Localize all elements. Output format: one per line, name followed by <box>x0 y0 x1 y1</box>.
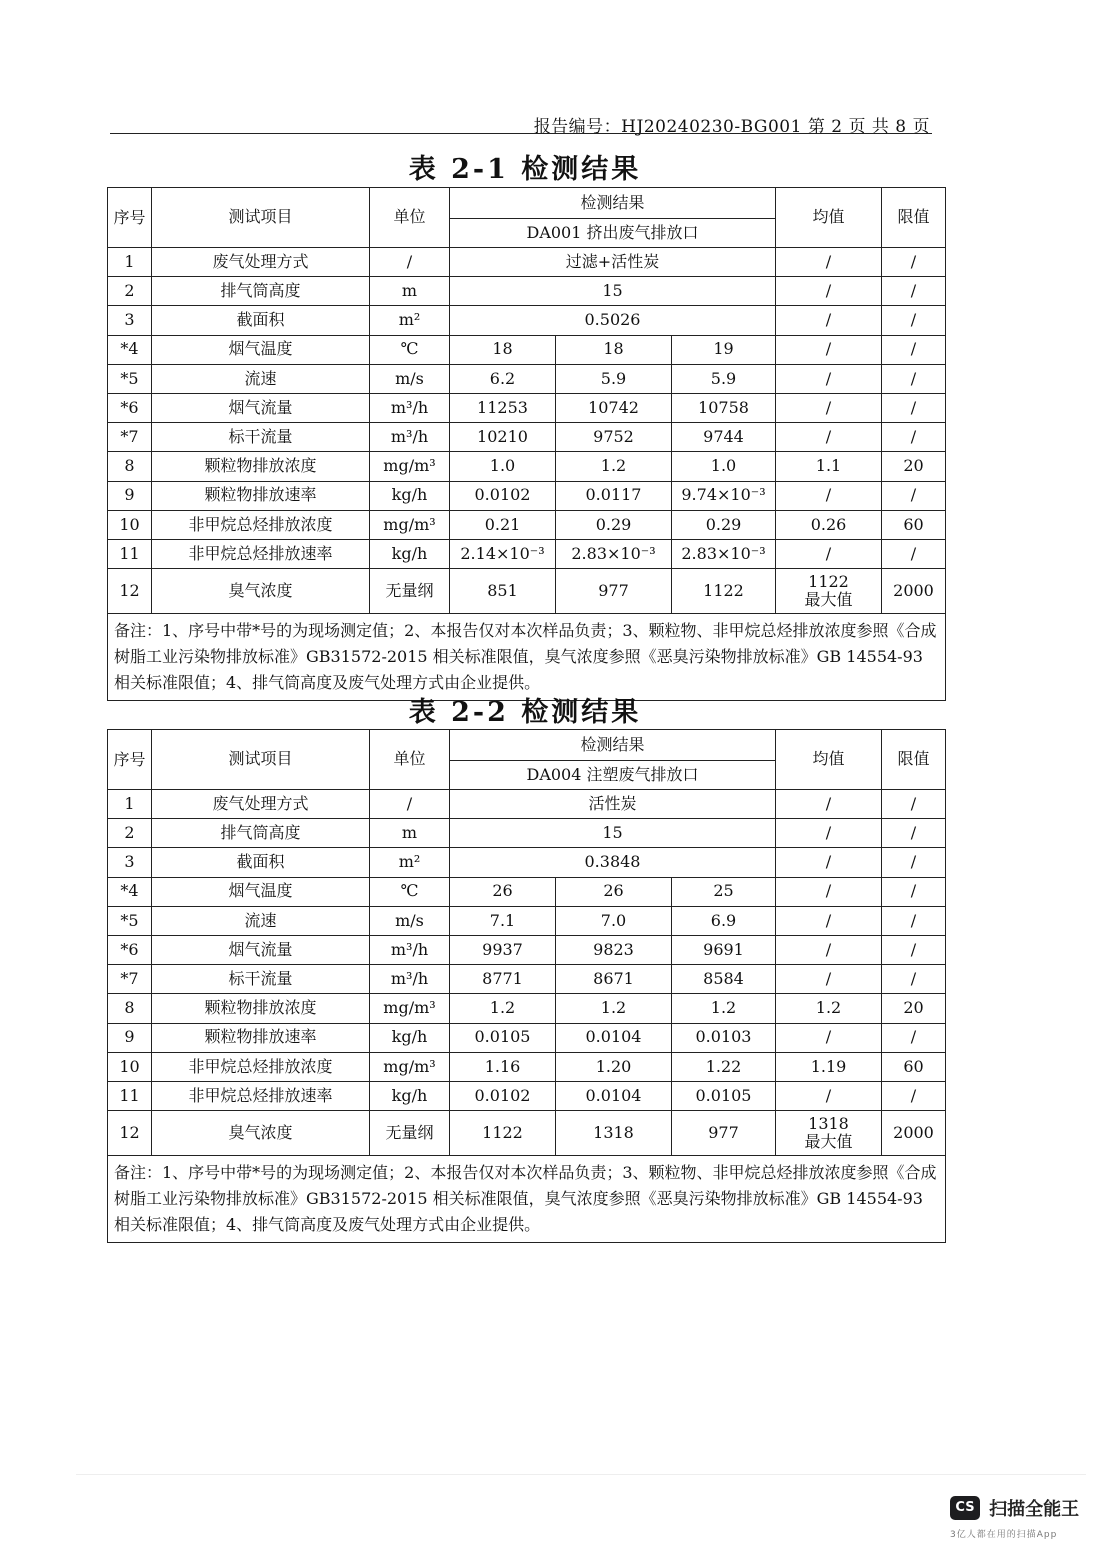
cell-value-3: 0.0103 <box>672 1023 776 1052</box>
cell-seq: *5 <box>108 906 152 935</box>
cell-limit: / <box>882 335 946 364</box>
cell-item: 标干流量 <box>152 423 370 452</box>
cell-value-1: 0.21 <box>450 510 556 539</box>
cell-unit: m/s <box>370 906 450 935</box>
cell-mean: / <box>776 906 882 935</box>
cell-value-3: 1122 <box>672 569 776 614</box>
note-row <box>108 1156 946 1243</box>
cell-mean: / <box>776 1081 882 1110</box>
cell-value-3: 25 <box>672 877 776 906</box>
cell-seq: 8 <box>108 994 152 1023</box>
table-row <box>108 510 946 539</box>
cell-unit: 无量纲 <box>370 569 450 614</box>
cell-seq: *4 <box>108 877 152 906</box>
cell-value-2: 9752 <box>556 423 672 452</box>
cell-value: 15 <box>450 277 776 306</box>
cell-unit: m <box>370 819 450 848</box>
cell-limit: / <box>882 423 946 452</box>
cell-limit: / <box>882 935 946 964</box>
cell-value-3: 0.0105 <box>672 1081 776 1110</box>
cell-seq: 12 <box>108 569 152 614</box>
cell-limit: / <box>882 393 946 422</box>
cell-seq: 9 <box>108 1023 152 1052</box>
cell-value-3: 6.9 <box>672 906 776 935</box>
cell-unit: mg/m³ <box>370 510 450 539</box>
cell-value-2: 7.0 <box>556 906 672 935</box>
cell-mean: / <box>776 248 882 277</box>
cell-value-2: 0.29 <box>556 510 672 539</box>
cell-limit: / <box>882 848 946 877</box>
cell-seq: 2 <box>108 819 152 848</box>
cell-item: 标干流量 <box>152 965 370 994</box>
cell-seq: 11 <box>108 1081 152 1110</box>
scanner-watermark <box>950 1495 1079 1540</box>
cell-value-3: 1.2 <box>672 994 776 1023</box>
cell-value: 0.5026 <box>450 306 776 335</box>
table-row <box>108 848 946 877</box>
table-row <box>108 1052 946 1081</box>
table-row <box>108 364 946 393</box>
table-row <box>108 569 946 614</box>
cell-item: 烟气温度 <box>152 877 370 906</box>
cell-unit: ℃ <box>370 335 450 364</box>
cell-value-3: 0.29 <box>672 510 776 539</box>
cell-seq: 12 <box>108 1111 152 1156</box>
cell-mean: / <box>776 277 882 306</box>
table-row <box>108 393 946 422</box>
header-limit: 限值 <box>882 188 946 248</box>
cell-value-3: 2.83×10⁻³ <box>672 539 776 568</box>
cell-value-3: 8584 <box>672 965 776 994</box>
table-row <box>108 306 946 335</box>
cell-mean: / <box>776 1023 882 1052</box>
cell-item: 截面积 <box>152 848 370 877</box>
cell-item: 颗粒物排放浓度 <box>152 994 370 1023</box>
table-note: 备注：1、序号中带*号的为现场测定值；2、本报告仅对本次样品负责；3、颗粒物、非甲烷总烃排放浓度参照《合成树脂工业污染物排放标准》GB31572-2015 相关标准限值，臭气浓度参照《恶臭污染物排放标准》GB 14554-93 相关标准限值；4、排气筒高度及废气处理方式由企业提供。 <box>108 614 946 701</box>
table-row <box>108 248 946 277</box>
cell-value-3: 9.74×10⁻³ <box>672 481 776 510</box>
cell-value-1: 0.0102 <box>450 481 556 510</box>
cell-mean-label: 最大值 <box>804 590 853 610</box>
table1 <box>107 187 946 701</box>
cell-mean: 0.26 <box>776 510 882 539</box>
cell-value-1: 7.1 <box>450 906 556 935</box>
cell-unit: / <box>370 248 450 277</box>
cell-value: 0.3848 <box>450 848 776 877</box>
table-row <box>108 790 946 819</box>
header-result: 检测结果 <box>450 730 776 761</box>
cell-seq: 10 <box>108 510 152 539</box>
cell-seq: *7 <box>108 965 152 994</box>
note-row <box>108 614 946 701</box>
cell-seq: 11 <box>108 539 152 568</box>
header-mean: 均值 <box>776 188 882 248</box>
cell-mean: / <box>776 965 882 994</box>
cell-item: 废气处理方式 <box>152 248 370 277</box>
cell-item: 非甲烷总烃排放速率 <box>152 539 370 568</box>
cell-item: 流速 <box>152 364 370 393</box>
cell-item: 颗粒物排放浓度 <box>152 452 370 481</box>
header-rule <box>110 133 932 134</box>
cell-value-1: 6.2 <box>450 364 556 393</box>
cell-unit: mg/m³ <box>370 452 450 481</box>
header-limit: 限值 <box>882 730 946 790</box>
cell-value-2: 1.20 <box>556 1052 672 1081</box>
cell-value-1: 11253 <box>450 393 556 422</box>
table-row <box>108 277 946 306</box>
cell-value-2: 1.2 <box>556 452 672 481</box>
cell-limit: / <box>882 965 946 994</box>
cell-unit: mg/m³ <box>370 994 450 1023</box>
cell-seq: 1 <box>108 248 152 277</box>
cell-value-3: 1.22 <box>672 1052 776 1081</box>
table-row <box>108 1023 946 1052</box>
header-item: 测试项目 <box>152 730 370 790</box>
header-result: 检测结果 <box>450 188 776 219</box>
table-row <box>108 452 946 481</box>
cell-value-3: 19 <box>672 335 776 364</box>
cell-mean: / <box>776 539 882 568</box>
cell-limit: 2000 <box>882 1111 946 1156</box>
cell-unit: m/s <box>370 364 450 393</box>
cell-unit: kg/h <box>370 1023 450 1052</box>
table-row <box>108 335 946 364</box>
cell-value-2: 0.0104 <box>556 1023 672 1052</box>
cell-mean: / <box>776 848 882 877</box>
cell-mean: / <box>776 335 882 364</box>
header-seq: 序号 <box>108 188 152 248</box>
cell-limit: 2000 <box>882 569 946 614</box>
cell-item: 废气处理方式 <box>152 790 370 819</box>
cell-unit: m³/h <box>370 393 450 422</box>
cell-mean-label: 最大值 <box>804 1132 853 1152</box>
cell-unit: kg/h <box>370 539 450 568</box>
cell-limit: 20 <box>882 452 946 481</box>
cell-unit: kg/h <box>370 481 450 510</box>
cell-unit: 无量纲 <box>370 1111 450 1156</box>
cell-item: 排气筒高度 <box>152 277 370 306</box>
cell-value-2: 1318 <box>556 1111 672 1156</box>
cell-limit: 20 <box>882 994 946 1023</box>
cell-value-2: 1.2 <box>556 994 672 1023</box>
table-row <box>108 819 946 848</box>
cell-value: 活性炭 <box>450 790 776 819</box>
outlet-name: DA004 注塑废气排放口 <box>450 761 776 790</box>
cell-item: 颗粒物排放速率 <box>152 1023 370 1052</box>
cell-limit: / <box>882 248 946 277</box>
cell-value-1: 26 <box>450 877 556 906</box>
cell-value-2: 10742 <box>556 393 672 422</box>
table2-title: 表 2-2 检测结果 <box>408 697 642 728</box>
cell-seq: *6 <box>108 393 152 422</box>
cell-item: 流速 <box>152 906 370 935</box>
cell-value-2: 9823 <box>556 935 672 964</box>
header-item: 测试项目 <box>152 188 370 248</box>
cell-limit: 60 <box>882 1052 946 1081</box>
cell-mean: / <box>776 819 882 848</box>
scanner-name: 扫描全能王 <box>989 1499 1080 1520</box>
cell-item: 烟气温度 <box>152 335 370 364</box>
header-seq: 序号 <box>108 730 152 790</box>
cell-limit: / <box>882 364 946 393</box>
cell-unit: m² <box>370 848 450 877</box>
cell-limit: / <box>882 906 946 935</box>
cell-limit: 60 <box>882 510 946 539</box>
cell-limit: / <box>882 277 946 306</box>
header-row <box>108 188 946 219</box>
cell-unit: m <box>370 277 450 306</box>
cell-value-2: 2.83×10⁻³ <box>556 539 672 568</box>
table-row <box>108 539 946 568</box>
cell-mean: / <box>776 935 882 964</box>
cell-value-1: 18 <box>450 335 556 364</box>
cell-unit: / <box>370 790 450 819</box>
cell-seq: *5 <box>108 364 152 393</box>
cell-value-3: 977 <box>672 1111 776 1156</box>
cell-value-3: 1.0 <box>672 452 776 481</box>
cell-limit: / <box>882 306 946 335</box>
cell-unit: ℃ <box>370 877 450 906</box>
cell-mean <box>776 1111 882 1156</box>
cell-item: 烟气流量 <box>152 393 370 422</box>
scanner-slogan: 3亿人都在用的扫描App <box>950 1530 1058 1540</box>
cell-limit: / <box>882 1081 946 1110</box>
cell-value-2: 0.0104 <box>556 1081 672 1110</box>
table2 <box>107 729 946 1243</box>
table-row <box>108 935 946 964</box>
cell-value: 过滤+活性炭 <box>450 248 776 277</box>
cell-item: 排气筒高度 <box>152 819 370 848</box>
cell-value-1: 0.0105 <box>450 1023 556 1052</box>
cell-value-1: 1.0 <box>450 452 556 481</box>
cell-unit: m² <box>370 306 450 335</box>
cell-item: 非甲烷总烃排放浓度 <box>152 1052 370 1081</box>
cell-mean: 1.19 <box>776 1052 882 1081</box>
table-row <box>108 481 946 510</box>
cell-value-2: 5.9 <box>556 364 672 393</box>
cell-value-1: 2.14×10⁻³ <box>450 539 556 568</box>
table-row <box>108 877 946 906</box>
cell-mean: 1.2 <box>776 994 882 1023</box>
cell-unit: m³/h <box>370 935 450 964</box>
cell-item: 非甲烷总烃排放浓度 <box>152 510 370 539</box>
cell-item: 非甲烷总烃排放速率 <box>152 1081 370 1110</box>
cell-limit: / <box>882 877 946 906</box>
cell-seq: 3 <box>108 306 152 335</box>
table-row <box>108 965 946 994</box>
report-number: 报告编号：HJ20240230-BG001 第 2 页 共 8 页 <box>533 117 930 137</box>
cell-value-1: 1.2 <box>450 994 556 1023</box>
cell-seq: 10 <box>108 1052 152 1081</box>
cell-value-1: 9937 <box>450 935 556 964</box>
cell-mean <box>776 569 882 614</box>
cell-limit: / <box>882 481 946 510</box>
cell-unit: mg/m³ <box>370 1052 450 1081</box>
cell-value-1: 8771 <box>450 965 556 994</box>
cell-mean: / <box>776 481 882 510</box>
cell-value-2: 977 <box>556 569 672 614</box>
cell-value-2: 0.0117 <box>556 481 672 510</box>
cell-limit: / <box>882 539 946 568</box>
scanner-logo-icon: CS <box>950 1496 980 1520</box>
cell-seq: *4 <box>108 335 152 364</box>
cell-unit: kg/h <box>370 1081 450 1110</box>
cell-seq: 8 <box>108 452 152 481</box>
cell-value-3: 9691 <box>672 935 776 964</box>
cell-value-1: 1122 <box>450 1111 556 1156</box>
table-row <box>108 1081 946 1110</box>
cell-seq: 1 <box>108 790 152 819</box>
cell-mean: / <box>776 393 882 422</box>
table-row <box>108 1111 946 1156</box>
cell-mean: / <box>776 877 882 906</box>
cell-mean: / <box>776 364 882 393</box>
table-row <box>108 906 946 935</box>
cell-mean-value: 1122 <box>808 571 849 591</box>
header-unit: 单位 <box>370 188 450 248</box>
cell-value-1: 851 <box>450 569 556 614</box>
cell-value-1: 1.16 <box>450 1052 556 1081</box>
cell-item: 截面积 <box>152 306 370 335</box>
cell-seq: 3 <box>108 848 152 877</box>
cell-item: 烟气流量 <box>152 935 370 964</box>
cell-item: 颗粒物排放速率 <box>152 481 370 510</box>
cell-value: 15 <box>450 819 776 848</box>
cell-value-1: 0.0102 <box>450 1081 556 1110</box>
cell-value-2: 18 <box>556 335 672 364</box>
cell-limit: / <box>882 819 946 848</box>
cell-value-1: 10210 <box>450 423 556 452</box>
header-unit: 单位 <box>370 730 450 790</box>
cell-mean: / <box>776 790 882 819</box>
cell-seq: *6 <box>108 935 152 964</box>
cell-value-2: 26 <box>556 877 672 906</box>
cell-limit: / <box>882 1023 946 1052</box>
cell-seq: 9 <box>108 481 152 510</box>
cell-item: 臭气浓度 <box>152 1111 370 1156</box>
cell-seq: *7 <box>108 423 152 452</box>
cell-mean: / <box>776 306 882 335</box>
cell-value-3: 9744 <box>672 423 776 452</box>
cell-value-3: 5.9 <box>672 364 776 393</box>
outlet-name: DA001 挤出废气排放口 <box>450 219 776 248</box>
table-row <box>108 423 946 452</box>
cell-value-2: 8671 <box>556 965 672 994</box>
cell-unit: m³/h <box>370 965 450 994</box>
cell-value-3: 10758 <box>672 393 776 422</box>
cell-unit: m³/h <box>370 423 450 452</box>
cell-mean: / <box>776 423 882 452</box>
table-note: 备注：1、序号中带*号的为现场测定值；2、本报告仅对本次样品负责；3、颗粒物、非甲烷总烃排放浓度参照《合成树脂工业污染物排放标准》GB31572-2015 相关标准限值，臭气浓度参照《恶臭污染物排放标准》GB 14554-93 相关标准限值；4、排气筒高度及废气处理方式由企业提供。 <box>108 1156 946 1243</box>
header-mean: 均值 <box>776 730 882 790</box>
header-row <box>108 730 946 761</box>
footer-line <box>76 1474 1086 1475</box>
cell-item: 臭气浓度 <box>152 569 370 614</box>
cell-mean-value: 1318 <box>808 1113 849 1133</box>
cell-limit: / <box>882 790 946 819</box>
table1-title: 表 2-1 检测结果 <box>408 154 642 185</box>
cell-mean: 1.1 <box>776 452 882 481</box>
cell-seq: 2 <box>108 277 152 306</box>
table-row <box>108 994 946 1023</box>
